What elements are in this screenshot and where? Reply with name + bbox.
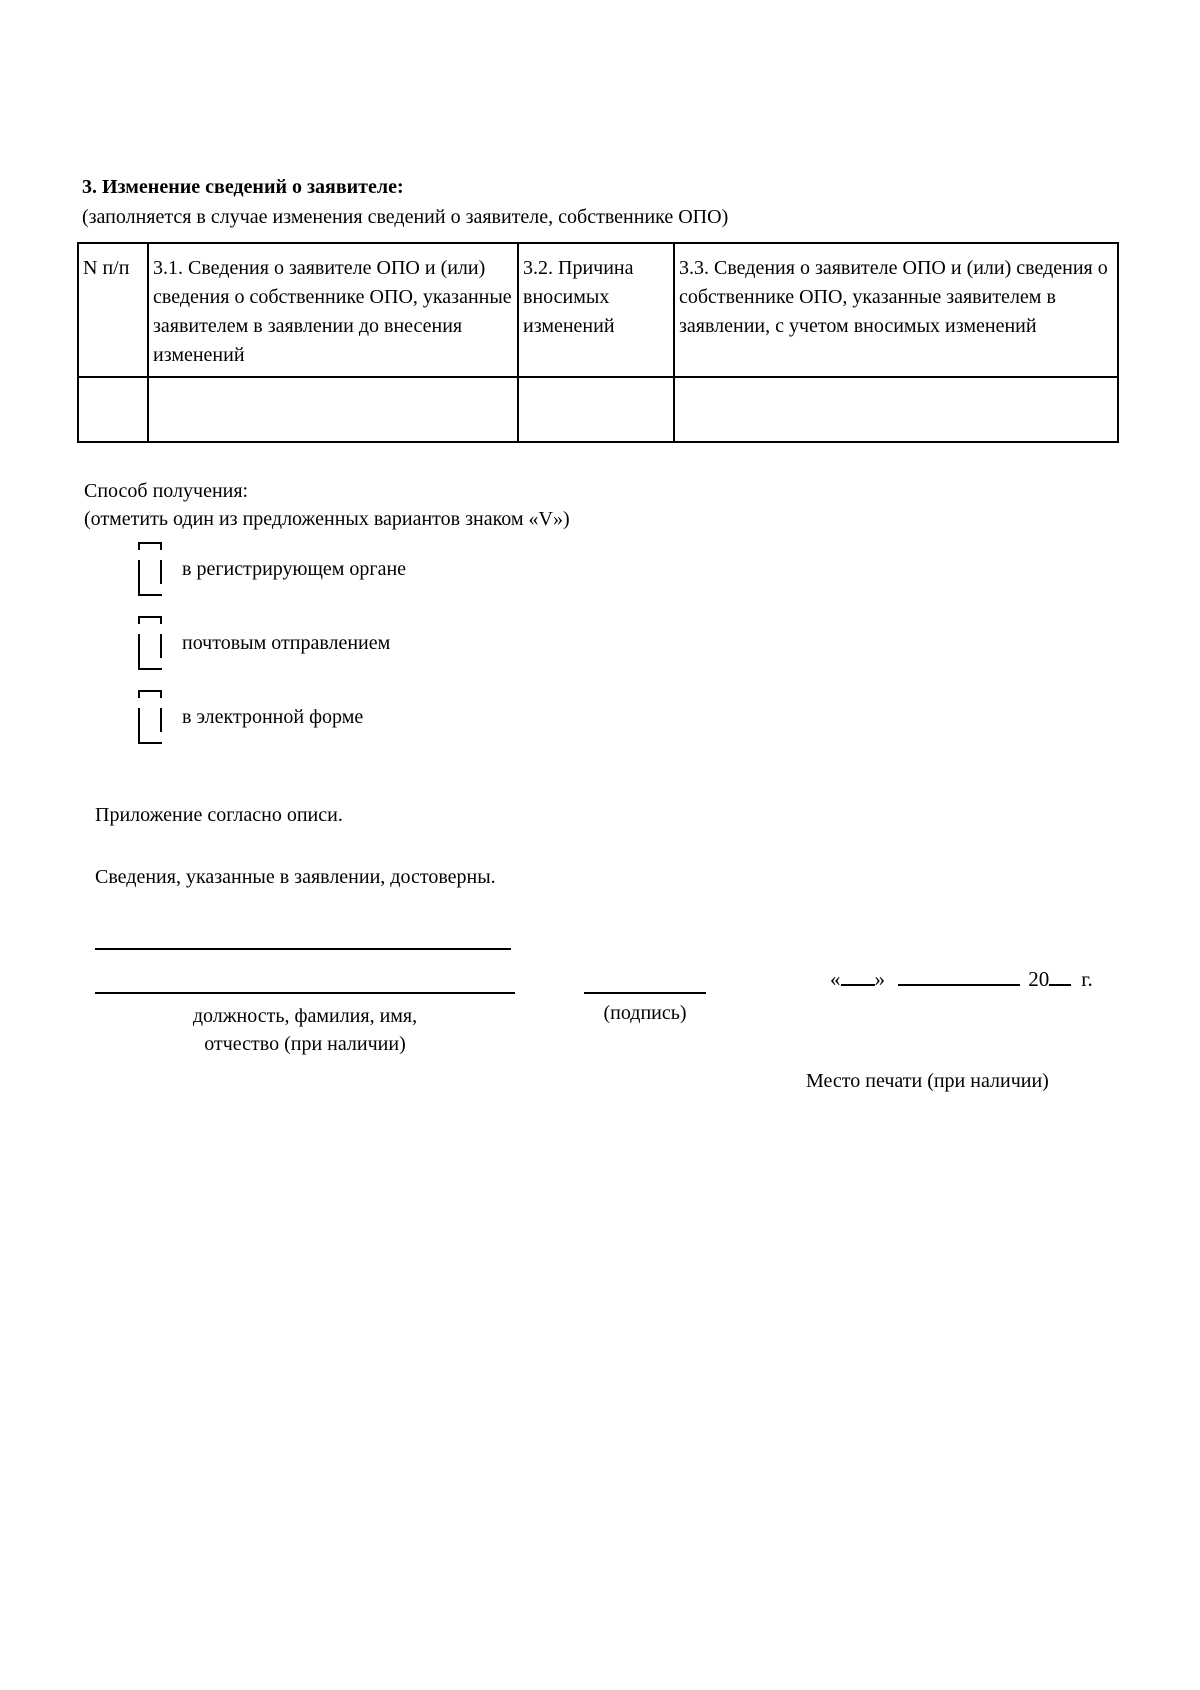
- cell-before-changes[interactable]: [148, 377, 518, 442]
- receipt-option-postal[interactable]: [138, 616, 638, 670]
- date-year-suffix: г.: [1081, 967, 1093, 991]
- position-line-2[interactable]: [95, 992, 515, 994]
- table-row: [78, 377, 1118, 442]
- date-year-prefix: 20: [1028, 967, 1050, 991]
- date-open-quote: «: [830, 967, 841, 991]
- receipt-method-note: (отметить один из предложенных вариантов знаком «V»): [84, 508, 570, 530]
- position-line-1[interactable]: [95, 948, 511, 950]
- date-year-blank[interactable]: [1049, 966, 1071, 986]
- header-after-changes: 3.3. Сведения о заявителе ОПО и (или) сведения о собственнике ОПО, указанные заявителем в заявлении, с учетом вносимых изменений: [674, 243, 1118, 377]
- date-close-quote: »: [874, 967, 885, 991]
- header-number: N п/п: [78, 243, 148, 377]
- signature-caption: (подпись): [603, 1002, 687, 1024]
- checkbox-electronic[interactable]: [138, 690, 162, 744]
- stamp-place: Место печати (при наличии): [806, 1070, 1049, 1092]
- header-reason: 3.2. Причина вносимых изменений: [518, 243, 674, 377]
- cell-reason[interactable]: [518, 377, 674, 442]
- position-caption-line-1: должность, фамилия, имя,: [192, 1005, 418, 1027]
- receipt-option-electronic[interactable]: [138, 690, 638, 744]
- receipt-method-title: Способ получения:: [84, 480, 249, 502]
- cell-after-changes[interactable]: [674, 377, 1118, 442]
- receipt-option-registering-body[interactable]: [138, 542, 638, 596]
- option-label: в регистрирующем органе: [182, 558, 407, 580]
- position-caption-line-2: отчество (при наличии): [204, 1033, 406, 1055]
- date-month-blank[interactable]: [898, 966, 1020, 986]
- cell-number[interactable]: [78, 377, 148, 442]
- date-day-blank[interactable]: [841, 966, 875, 986]
- checkbox-postal[interactable]: [138, 616, 162, 670]
- option-label: почтовым отправлением: [182, 632, 391, 654]
- accuracy-statement: Сведения, указанные в заявлении, достоверны.: [95, 866, 496, 888]
- checkbox-registering-body[interactable]: [138, 542, 162, 596]
- signature-line[interactable]: [584, 992, 706, 994]
- position-caption: [95, 1002, 515, 1058]
- appendix-note: Приложение согласно описи.: [95, 804, 343, 826]
- option-label: в электронной форме: [182, 706, 364, 728]
- date-field[interactable]: [830, 966, 1093, 992]
- header-before-changes: 3.1. Сведения о заявителе ОПО и (или) сведения о собственнике ОПО, указанные заявителем в заявлении до внесения изменений: [148, 243, 518, 377]
- changes-table: [77, 242, 1119, 443]
- section-note: (заполняется в случае изменения сведений о заявителе, собственнике ОПО): [82, 206, 729, 228]
- section-title: 3. Изменение сведений о заявителе:: [82, 176, 404, 198]
- table-header-row: [78, 243, 1118, 377]
